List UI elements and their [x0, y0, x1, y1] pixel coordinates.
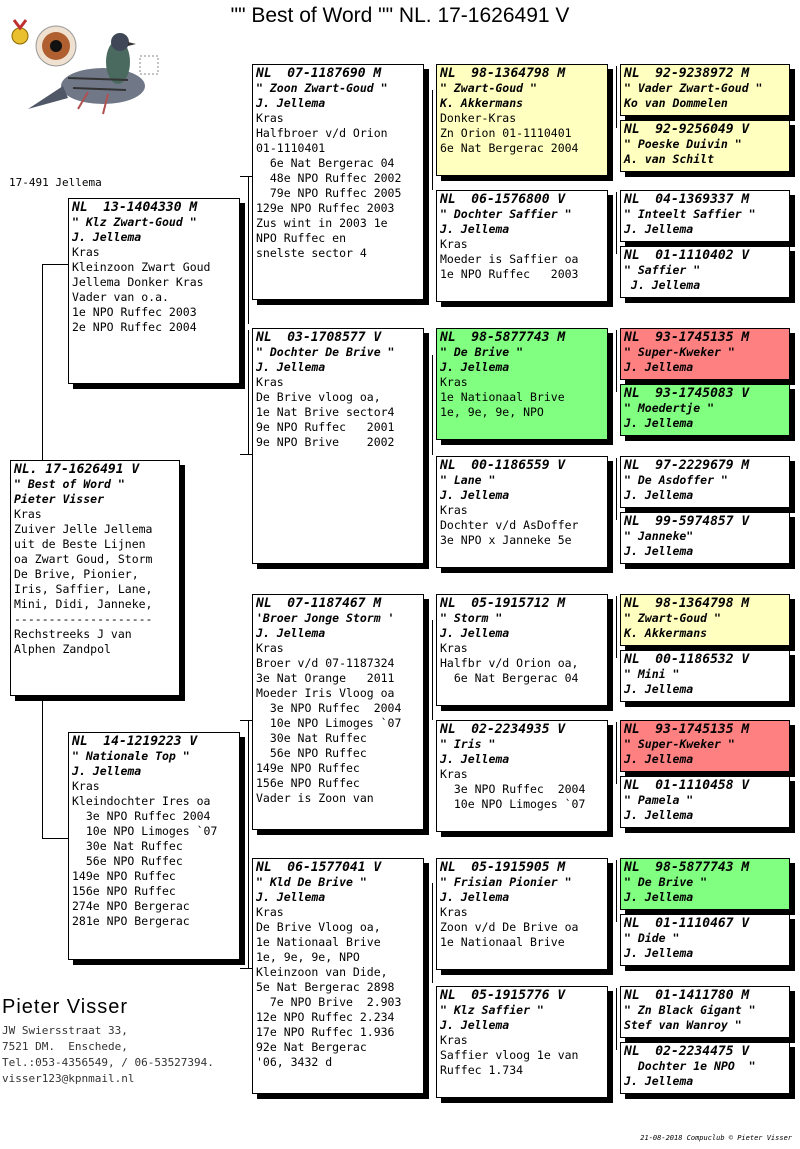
- pigeon-name: " Frisian Pionier ": [440, 875, 572, 889]
- info-line: '06, 3432 d: [256, 1055, 333, 1069]
- card-mm: [252, 858, 424, 1094]
- info-line: Kras: [440, 905, 468, 919]
- info-line: 2e NPO Ruffec 2004: [72, 320, 197, 334]
- info-line: Kras: [440, 237, 468, 251]
- pigeon-name: " De Asdoffer ": [624, 473, 728, 487]
- info-line: 3e NPO Ruffec 2004: [72, 809, 211, 823]
- info-line: Kras: [256, 375, 284, 389]
- info-line: 129e NPO Ruffec 2003: [256, 201, 395, 215]
- card-mother: [68, 732, 240, 960]
- pigeon-name: " Zwart-Goud ": [624, 611, 721, 625]
- info-line: 3e NPO x Janneke 5e: [440, 533, 572, 547]
- ring-number: NL 13-1404330 M: [72, 200, 198, 215]
- breeder-name: J. Jellema: [624, 416, 694, 430]
- breeder-name: A. van Schilt: [624, 152, 715, 166]
- info-line: Kras: [440, 641, 468, 655]
- breeder-name: J. Jellema: [624, 1074, 694, 1088]
- breeder-name: J. Jellema: [624, 752, 694, 766]
- card-ff: [252, 64, 424, 300]
- card-mmf: [436, 858, 608, 970]
- pigeon-name: Dochter 1e NPO ": [624, 1059, 756, 1073]
- card-ffm: [436, 190, 608, 302]
- ring-number: NL 00-1186532 V: [624, 652, 750, 667]
- info-line: Zuiver Jelle Jellema: [14, 522, 153, 536]
- info-line: Iris, Saffier, Lane,: [14, 582, 153, 596]
- ring-number: NL 93-1745135 M: [624, 722, 750, 737]
- info-line: 1e, 9e, 9e, NPO: [256, 950, 360, 964]
- card-fmm: [436, 456, 608, 568]
- info-line: De Brive Vloog oa,: [256, 920, 381, 934]
- info-line: 3e NPO Ruffec 2004: [256, 701, 402, 715]
- ring-number: NL 07-1187467 M: [256, 596, 382, 611]
- info-line: 79e NPO Ruffec 2005: [256, 186, 402, 200]
- pigeon-name: " Storm ": [440, 611, 503, 625]
- breeder-name: J. Jellema: [624, 222, 694, 236]
- pigeon-logo: [8, 14, 168, 124]
- card-fmf: [436, 328, 608, 440]
- ring-number: NL 02-2234475 V: [624, 1044, 750, 1059]
- info-line: Dochter v/d AsDoffer: [440, 518, 579, 532]
- info-line: 3e Nat Orange 2011: [256, 671, 395, 685]
- pigeon-name: " Inteelt Saffier ": [624, 207, 756, 221]
- ring-number: NL 01-1110467 V: [624, 916, 750, 931]
- info-line: 1e NPO Ruffec 2003: [440, 267, 579, 281]
- info-line: 10e NPO Limoges `07: [72, 824, 218, 838]
- breeder-name: J. Jellema: [624, 360, 694, 374]
- breeder-name: J. Jellema: [256, 360, 326, 374]
- breeder-name: K. Akkermans: [440, 96, 524, 110]
- breeder-name: J. Jellema: [256, 890, 326, 904]
- info-line: 156e NPO Ruffec: [72, 884, 176, 898]
- ring-number: NL 93-1745083 V: [624, 386, 750, 401]
- card-g10: [620, 650, 790, 702]
- info-line: 6e Nat Bergerac 04: [440, 671, 579, 685]
- breeder-name: J. Jellema: [440, 890, 510, 904]
- info-line: 1e NPO Ruffec 2003: [72, 305, 197, 319]
- breeder-name: J. Jellema: [440, 752, 510, 766]
- pigeon-name: " De Brive ": [440, 345, 524, 359]
- card-g9: [620, 594, 790, 646]
- info-line: 01-1110401: [256, 141, 326, 155]
- card-mfm: [436, 720, 608, 832]
- owner-address: JW Swiersstraat 33,: [2, 1024, 128, 1037]
- info-line: Broer v/d 07-1187324: [256, 656, 395, 670]
- page-title: "" Best of Word "" NL. 17-1626491 V: [230, 4, 570, 27]
- info-line: Kras: [440, 767, 468, 781]
- breeder-name: J. Jellema: [624, 488, 694, 502]
- ring-number: NL 99-5974857 V: [624, 514, 750, 529]
- info-line: Zoon v/d De Brive oa: [440, 920, 579, 934]
- pigeon-name: " Zoon Zwart-Goud ": [256, 81, 388, 95]
- info-line: 1e, 9e, 9e, NPO: [440, 405, 544, 419]
- pigeon-name: " Poeske Duivin ": [624, 137, 742, 151]
- info-line: 1e Nationaal Brive: [440, 935, 565, 949]
- breeder-name: J. Jellema: [624, 890, 694, 904]
- info-line: Kras: [72, 245, 100, 259]
- ring-number: NL. 17-1626491 V: [14, 462, 140, 477]
- info-line: Zus wint in 2003 1e: [256, 216, 388, 230]
- info-line: Kras: [440, 375, 468, 389]
- pigeon-name: " Super-Kweker ": [624, 737, 735, 751]
- card-fff: [436, 64, 608, 176]
- info-line: Halfbr v/d Orion oa,: [440, 656, 579, 670]
- info-line: Kras: [72, 779, 100, 793]
- card-g3: [620, 190, 790, 242]
- info-line: snelste sector 4: [256, 246, 367, 260]
- info-line: 281e NPO Bergerac: [72, 914, 190, 928]
- card-g11: [620, 720, 790, 772]
- breeder-name: J. Jellema: [624, 946, 694, 960]
- pigeon-name: " Zwart-Goud ": [440, 81, 537, 95]
- info-line: 9e NPO Ruffec 2001: [256, 420, 395, 434]
- info-line: 48e NPO Ruffec 2002: [256, 171, 402, 185]
- info-line: Donker-Kras: [440, 111, 517, 125]
- info-line: Saffier vloog 1e van: [440, 1048, 579, 1062]
- breeder-name: K. Akkermans: [624, 626, 708, 640]
- info-line: 92e Nat Bergerac: [256, 1040, 367, 1054]
- info-line: 3e NPO Ruffec 2004: [440, 782, 586, 796]
- breeder-name: J. Jellema: [624, 278, 701, 292]
- owner-email: visser123@kpnmail.nl: [2, 1072, 135, 1085]
- card-g8: [620, 512, 790, 564]
- pigeon-name: " Moedertje ": [624, 401, 715, 415]
- breeder-name: J. Jellema: [624, 682, 694, 696]
- info-line: Kras: [440, 1033, 468, 1047]
- ring-number: NL 98-5877743 M: [624, 860, 750, 875]
- ring-number: NL 14-1219223 V: [72, 734, 198, 749]
- ring-number: NL 07-1187690 M: [256, 66, 382, 81]
- pigeon-name: " Dochter Saffier ": [440, 207, 572, 221]
- card-fm: [252, 328, 424, 564]
- ring-number: NL 97-2229679 M: [624, 458, 750, 473]
- ring-number: NL 92-9238972 M: [624, 66, 750, 81]
- info-line: Vader is Zoon van: [256, 791, 374, 805]
- info-line: 7e NPO Brive 2.903: [256, 995, 402, 1009]
- footer-credit: 21-08-2018 Compuclub © Pieter Visser: [640, 1134, 792, 1142]
- pigeon-name: 'Broer Jonge Storm ': [256, 611, 395, 625]
- info-line: Kleinzoon Zwart Goud: [72, 260, 211, 274]
- info-line: 5e Nat Bergerac 2898: [256, 980, 395, 994]
- card-mf: [252, 594, 424, 830]
- ring-number: NL 92-9256049 V: [624, 122, 750, 137]
- breeder-name: J. Jellema: [256, 626, 326, 640]
- info-line: 6e Nat Bergerac 04: [256, 156, 395, 170]
- card-g14: [620, 914, 790, 966]
- pigeon-name: " Dide ": [624, 931, 680, 945]
- pigeon-name: " Zn Black Gigant ": [624, 1003, 756, 1017]
- info-line: Kleinzoon van Dide,: [256, 965, 388, 979]
- ring-number: NL 05-1915776 V: [440, 988, 566, 1003]
- card-g1: [620, 64, 790, 116]
- info-line: 1e Nationaal Brive: [256, 935, 381, 949]
- pigeon-name: " Pamela ": [624, 793, 694, 807]
- info-line: Ruffec 1.734: [440, 1063, 524, 1077]
- breeder-name: Pieter Visser: [14, 492, 105, 506]
- card-g16: [620, 1042, 790, 1094]
- info-line: Kras: [256, 111, 284, 125]
- info-line: Vader van o.a.: [72, 290, 169, 304]
- info-line: Kras: [256, 641, 284, 655]
- ring-number: NL 06-1576800 V: [440, 192, 566, 207]
- pigeon-name: " Janneke": [624, 529, 694, 543]
- ring-number: NL 98-5877743 M: [440, 330, 566, 345]
- info-line: NPO Ruffec en: [256, 231, 347, 245]
- card-father: [68, 198, 240, 384]
- ring-number: NL 93-1745135 M: [624, 330, 750, 345]
- info-line: 17e NPO Ruffec 1.936: [256, 1025, 395, 1039]
- card-g12: [620, 776, 790, 828]
- card-g13: [620, 858, 790, 910]
- info-line: Kras: [14, 507, 42, 521]
- info-line: 56e NPO Ruffec: [72, 854, 183, 868]
- info-line: Zn Orion 01-1110401: [440, 126, 572, 140]
- ring-number: NL 03-1708577 V: [256, 330, 382, 345]
- ring-number: NL 01-1110458 V: [624, 778, 750, 793]
- info-line: 149e NPO Ruffec: [256, 761, 360, 775]
- info-line: uit de Beste Lijnen: [14, 537, 146, 551]
- info-line: 1e Nationaal Brive: [440, 390, 565, 404]
- info-line: 30e Nat Ruffec: [72, 839, 183, 853]
- pigeon-name: " Klz Saffier ": [440, 1003, 544, 1017]
- breeder-name: Ko van Dommelen: [624, 96, 728, 110]
- info-line: 6e Nat Bergerac 2004: [440, 141, 579, 155]
- breeder-name: J. Jellema: [440, 222, 510, 236]
- ring-number: NL 01-1411780 M: [624, 988, 750, 1003]
- pigeon-name: " Mini ": [624, 667, 680, 681]
- info-line: 10e NPO Limoges `07: [440, 797, 586, 811]
- info-line: Kras: [256, 905, 284, 919]
- ring-number: NL 02-2234935 V: [440, 722, 566, 737]
- pigeon-name: " Vader Zwart-Goud ": [624, 81, 763, 95]
- info-line: De Brive, Pionier,: [14, 567, 139, 581]
- breeder-name: J. Jellema: [624, 544, 694, 558]
- card-g15: [620, 986, 790, 1038]
- info-line: 30e Nat Ruffec: [256, 731, 367, 745]
- info-line: Alphen Zandpol: [14, 642, 111, 656]
- info-line: --------------------: [14, 612, 153, 626]
- card-subject: [10, 460, 180, 696]
- info-line: Kras: [440, 503, 468, 517]
- owner-phone: Tel.:053-4356549, / 06-53527394.: [2, 1056, 214, 1069]
- ring-number: NL 98-1364798 M: [440, 66, 566, 81]
- breeder-name: J. Jellema: [440, 626, 510, 640]
- info-line: 12e NPO Ruffec 2.234: [256, 1010, 395, 1024]
- ring-number: NL 00-1186559 V: [440, 458, 566, 473]
- breeder-name: J. Jellema: [440, 488, 510, 502]
- info-line: Rechstreeks J van: [14, 627, 132, 641]
- ring-number: NL 05-1915905 M: [440, 860, 566, 875]
- info-line: 9e NPO Brive 2002: [256, 435, 395, 449]
- pigeon-name: " Super-Kweker ": [624, 345, 735, 359]
- info-line: Kleindochter Ires oa: [72, 794, 211, 808]
- ring-number: NL 01-1110402 V: [624, 248, 750, 263]
- breeder-name: J. Jellema: [624, 808, 694, 822]
- info-line: 56e NPO Ruffec: [256, 746, 367, 760]
- pigeon-name: " Saffier ": [624, 263, 701, 277]
- info-line: Mini, Didi, Janneke,: [14, 597, 153, 611]
- card-mff: [436, 594, 608, 706]
- pigeon-name: " Nationale Top ": [72, 749, 190, 763]
- breeder-name: J. Jellema: [440, 1018, 510, 1032]
- pigeon-name: " Dochter De Brive ": [256, 345, 395, 359]
- ring-number: NL 06-1577041 V: [256, 860, 382, 875]
- card-g6: [620, 384, 790, 436]
- info-line: 274e NPO Bergerac: [72, 899, 190, 913]
- ring-number: NL 98-1364798 M: [624, 596, 750, 611]
- pigeon-name: " Kld De Brive ": [256, 875, 367, 889]
- owner-city: 7521 DM. Enschede,: [2, 1040, 128, 1053]
- info-line: Jellema Donker Kras: [72, 275, 204, 289]
- pigeon-name: " Klz Zwart-Goud ": [72, 215, 197, 229]
- card-g7: [620, 456, 790, 508]
- owner-name: Pieter Visser: [2, 996, 129, 1018]
- card-mmm: [436, 986, 608, 1098]
- pigeon-name: " Lane ": [440, 473, 496, 487]
- breeder-name: J. Jellema: [72, 764, 142, 778]
- info-line: 156e NPO Ruffec: [256, 776, 360, 790]
- info-line: Moeder Iris Vloog oa: [256, 686, 395, 700]
- pigeon-name: " De Brive ": [624, 875, 708, 889]
- breeder-name: J. Jellema: [72, 230, 142, 244]
- reference-label: 17-491 Jellema: [9, 176, 102, 189]
- card-g5: [620, 328, 790, 380]
- card-g4: [620, 246, 790, 298]
- info-line: De Brive vloog oa,: [256, 390, 381, 404]
- info-line: 149e NPO Ruffec: [72, 869, 176, 883]
- breeder-name: J. Jellema: [256, 96, 326, 110]
- ring-number: NL 05-1915712 M: [440, 596, 566, 611]
- breeder-name: J. Jellema: [440, 360, 510, 374]
- info-line: Moeder is Saffier oa: [440, 252, 579, 266]
- card-g2: [620, 120, 790, 172]
- ring-number: NL 04-1369337 M: [624, 192, 750, 207]
- pigeon-name: " Best of Word ": [14, 477, 125, 491]
- info-line: 10e NPO Limoges `07: [256, 716, 402, 730]
- info-line: 1e Nat Brive sector4: [256, 405, 395, 419]
- pigeon-name: " Iris ": [440, 737, 496, 751]
- breeder-name: Stef van Wanroy ": [624, 1018, 742, 1032]
- info-line: Halfbroer v/d Orion: [256, 126, 388, 140]
- info-line: oa Zwart Goud, Storm: [14, 552, 153, 566]
